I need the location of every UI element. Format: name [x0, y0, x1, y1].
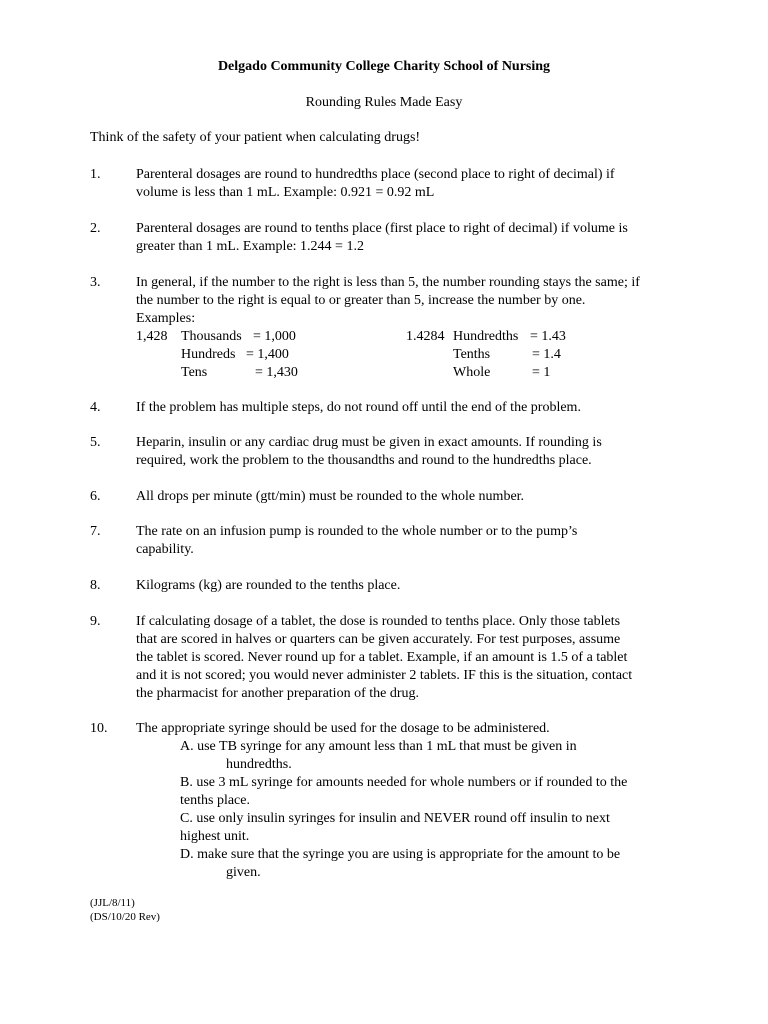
rule-line: The rate on an infusion pump is rounded to the whole number or to the pump’s — [136, 524, 578, 539]
example-left-value: = 1,000 — [253, 329, 296, 344]
rule-line: All drops per minute (gtt/min) must be rounded to the whole number. — [136, 489, 525, 504]
rule-number: 8. — [90, 578, 101, 593]
syringe-item-c-cont: highest unit. — [180, 829, 250, 844]
rule-number: 5. — [90, 435, 101, 450]
rule-line: In general, if the number to the right is less than 5, the number rounding stays the same; if — [136, 275, 640, 290]
example-right-label: Tenths — [453, 347, 491, 362]
example-row-1 — [136, 328, 684, 346]
example-row-3 — [136, 364, 684, 382]
rule-line: the number to the right is equal to or greater than 5, increase the number by one. — [136, 293, 586, 308]
rule-line: that are scored in halves or quarters can be given accurately. For test purposes, assume — [136, 632, 621, 647]
rule-number: 10. — [90, 721, 108, 736]
document-subtitle: Rounding Rules Made Easy — [305, 95, 463, 110]
rule-line: required, work the problem to the thousandths and round to the hundredths place. — [136, 453, 592, 468]
rule-line: If calculating dosage of a tablet, the dose is rounded to tenths place. Only those tablets — [136, 614, 621, 629]
rule-line: and it is not scored; you would never administer 2 tablets. IF this is the situation, contact — [136, 668, 633, 683]
example-row-2 — [136, 346, 684, 364]
syringe-item-d: D. make sure that the syringe you are using is appropriate for the amount to be — [180, 847, 621, 862]
rule-line: greater than 1 mL. Example: 1.244 = 1.2 — [136, 239, 364, 254]
rule-line: Parenteral dosages are round to tenths place (first place to right of decimal) if volume is — [136, 221, 628, 236]
rule-number: 9. — [90, 614, 101, 629]
example-left-label: Tens — [181, 365, 208, 380]
rule-line: Parenteral dosages are round to hundredths place (second place to right of decimal) if — [136, 167, 615, 182]
example-right-label: Whole — [453, 365, 491, 380]
rule-number: 6. — [90, 489, 101, 504]
example-right-number: 1.4284 — [406, 329, 445, 344]
example-right-value: = 1.43 — [530, 329, 566, 344]
example-left-value: = 1,400 — [246, 347, 289, 362]
revision-code: (JJL/8/11) — [90, 897, 135, 909]
rule-line: Kilograms (kg) are rounded to the tenths place. — [136, 578, 401, 593]
rule-number: 4. — [90, 400, 101, 415]
rule-line: The appropriate syringe should be used for the dosage to be administered. — [136, 721, 550, 736]
intro-text: Think of the safety of your patient when calculating drugs! — [90, 130, 421, 145]
rule-line: Examples: — [136, 311, 196, 326]
syringe-item-a: A. use TB syringe for any amount less than 1 mL that must be given in — [180, 739, 577, 754]
rule-number: 2. — [90, 221, 101, 236]
syringe-item-b-cont: tenths place. — [180, 793, 250, 808]
example-right-value: = 1.4 — [532, 347, 561, 362]
syringe-item-c: C. use only insulin syringes for insulin and NEVER round off insulin to next — [180, 811, 610, 826]
rule-line: Heparin, insulin or any cardiac drug must be given in exact amounts. If rounding is — [136, 435, 602, 450]
rule-number: 1. — [90, 167, 101, 182]
example-left-number: 1,428 — [136, 329, 168, 344]
example-right-value: = 1 — [532, 365, 551, 380]
rule-line: volume is less than 1 mL. Example: 0.921 = 0.92 mL — [136, 185, 435, 200]
document-title: Delgado Community College Charity School of Nursing — [217, 59, 551, 74]
rule-line: the pharmacist for another preparation of the drug. — [136, 686, 420, 701]
example-left-label: Hundreds — [181, 347, 236, 362]
rule-line: capability. — [136, 542, 194, 557]
example-left-label: Thousands — [181, 329, 242, 344]
example-right-label: Hundredths — [453, 329, 519, 344]
revision-code: (DS/10/20 Rev) — [90, 911, 160, 923]
rule-number: 3. — [90, 275, 101, 290]
example-left-value: = 1,430 — [255, 365, 298, 380]
syringe-item-a-cont: hundredths. — [226, 757, 292, 772]
syringe-item-d-cont: given. — [226, 865, 261, 880]
revision-footer — [90, 896, 160, 924]
rule-line: If the problem has multiple steps, do not round off until the end of the problem. — [136, 400, 581, 415]
rule-line: the tablet is scored. Never round up for a tablet. Example, if an amount is 1.5 of a tablet — [136, 650, 628, 665]
rule-number: 7. — [90, 524, 101, 539]
syringe-item-b: B. use 3 mL syringe for amounts needed for whole numbers or if rounded to the — [180, 775, 628, 790]
